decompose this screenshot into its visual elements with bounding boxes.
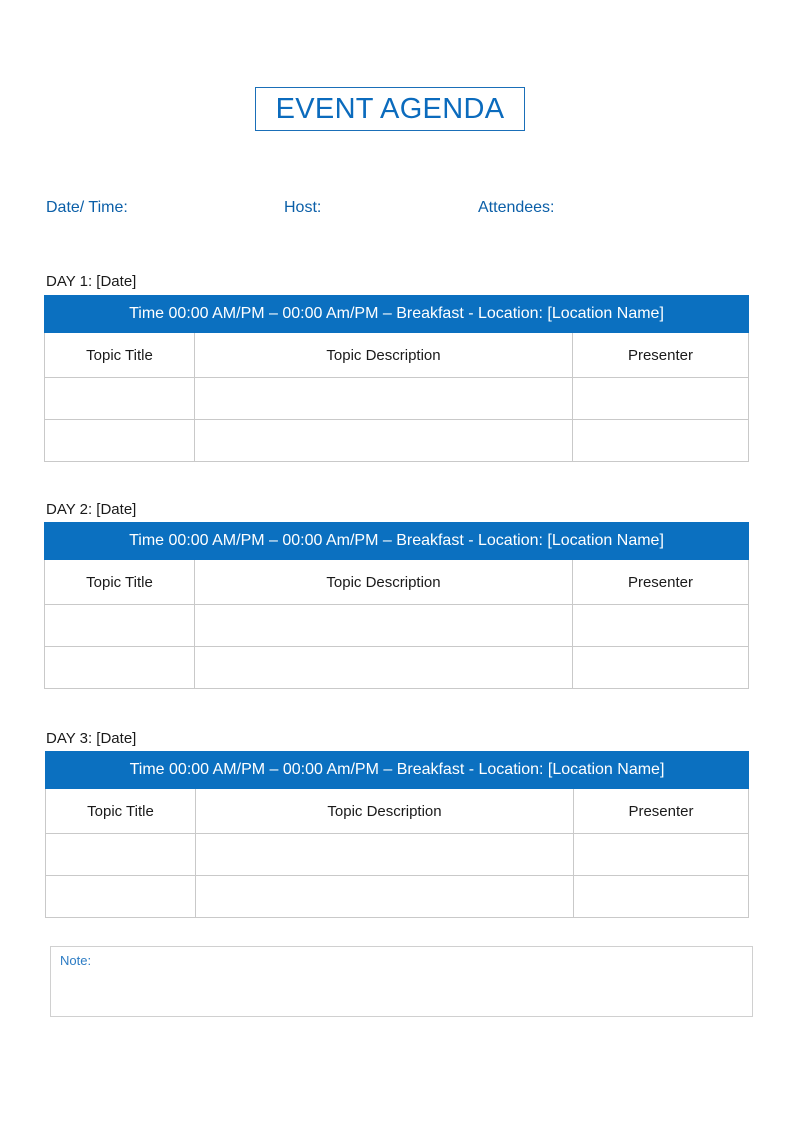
topic-title-cell[interactable] (46, 876, 196, 918)
day-3-agenda-table (45, 751, 749, 918)
topic-description-cell[interactable] (196, 834, 574, 876)
column-header-topic-title: Topic Title (45, 560, 195, 605)
day-3-label: DAY 3: [Date] (46, 730, 137, 747)
attendees-label: Attendees: (478, 199, 555, 216)
table-row (46, 876, 749, 918)
note-label: Note: (60, 953, 92, 968)
day-2-agenda-table (44, 522, 749, 689)
column-header-topic-description: Topic Description (195, 560, 573, 605)
day-3-banner-row (46, 752, 749, 789)
topic-description-cell[interactable] (195, 378, 573, 420)
topic-title-cell[interactable] (45, 605, 195, 647)
page-title (255, 87, 525, 131)
day-2-banner-row (45, 523, 749, 560)
table-row (45, 605, 749, 647)
day-2-time-banner: Time 00:00 AM/PM – 00:00 Am/PM – Breakfast - Location: [Location Name] (45, 523, 749, 560)
day-2-header-row (45, 560, 749, 605)
column-header-topic-title: Topic Title (45, 333, 195, 378)
day-1-banner-row (45, 296, 749, 333)
presenter-cell[interactable] (574, 876, 749, 918)
day-1-agenda-table (44, 295, 749, 462)
presenter-cell[interactable] (573, 647, 749, 689)
date-time-label: Date/ Time: (46, 199, 128, 216)
table-row (45, 647, 749, 689)
presenter-cell[interactable] (573, 420, 749, 462)
topic-description-cell[interactable] (195, 605, 573, 647)
column-header-topic-description: Topic Description (196, 789, 574, 834)
topic-title-cell[interactable] (45, 420, 195, 462)
column-header-topic-description: Topic Description (195, 333, 573, 378)
host-label: Host: (284, 199, 322, 216)
presenter-cell[interactable] (573, 378, 749, 420)
topic-description-cell[interactable] (195, 420, 573, 462)
table-row (45, 420, 749, 462)
topic-title-cell[interactable] (46, 834, 196, 876)
topic-description-cell[interactable] (196, 876, 574, 918)
day-1-label: DAY 1: [Date] (46, 273, 137, 290)
note-box[interactable] (50, 946, 753, 1017)
day-3-time-banner: Time 00:00 AM/PM – 00:00 Am/PM – Breakfast - Location: [Location Name] (46, 752, 749, 789)
column-header-presenter: Presenter (574, 789, 749, 834)
topic-title-cell[interactable] (45, 378, 195, 420)
day-1-header-row (45, 333, 749, 378)
topic-description-cell[interactable] (195, 647, 573, 689)
presenter-cell[interactable] (573, 605, 749, 647)
day-2-label: DAY 2: [Date] (46, 501, 137, 518)
table-row (46, 834, 749, 876)
page-title-text: EVENT AGENDA (275, 92, 505, 125)
table-row (45, 378, 749, 420)
column-header-presenter: Presenter (573, 333, 749, 378)
column-header-topic-title: Topic Title (46, 789, 196, 834)
day-3-header-row (46, 789, 749, 834)
column-header-presenter: Presenter (573, 560, 749, 605)
topic-title-cell[interactable] (45, 647, 195, 689)
presenter-cell[interactable] (574, 834, 749, 876)
day-1-time-banner: Time 00:00 AM/PM – 00:00 Am/PM – Breakfast - Location: [Location Name] (45, 296, 749, 333)
